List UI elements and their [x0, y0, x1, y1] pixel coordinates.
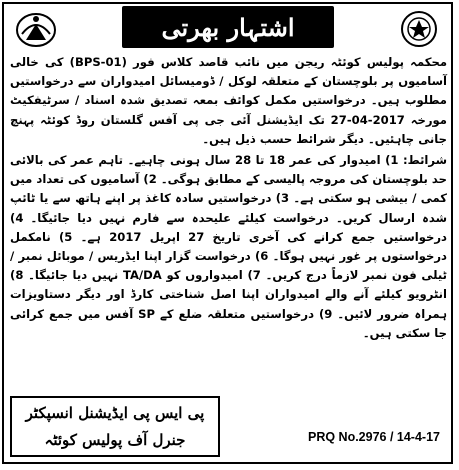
police-crest-icon [397, 10, 441, 48]
conditions-paragraph: شرائط: 1) امیدوار کی عمر 18 تا 28 سال ہونی چاہیے۔ تاہم عمر کی بالائی حد بلوچستان کی مروجہ پالیسی کے مطابق ہوگی۔ 2) آسامیوں کی تعداد میں کمی / بیشی ہو سکتی ہے۔ 3) درخواستیں سادہ کاغذ پر اپنے ہاتھ سے یا ٹائپ شدہ ارسال کریں۔ درخواست کیلئے علیحدہ سے فارم نہیں دیا جائیگا۔ 4) درخواستیں جمع کرانے کی آخری تاریخ 27 اپریل 2017 ہے۔ 5) نامکمل درخواستوں پر غور نہیں ہوگا۔ 6) درخواست گزار اپنا ایڈریس / موبائل نمبر / ٹیلی فون نمبر لازماً درج کریں۔ 7) امیدواروں کو TA/DA نہیں دیا جائیگا۔ 8) انٹرویو کیلئے آنے والے امیدواران اپنا اصل شناختی کارڈ اور دیگر دستاویزات ہمراہ ضرور لائیں۔ 9) درخواستیں متعلقہ ضلع کے SP آفس میں جمع کرائی جا سکتی ہیں۔ [10, 153, 448, 340]
advertisement-body [10, 53, 447, 343]
balochistan-emblem-icon [14, 10, 58, 48]
signatory-line-1: پی ایس پی ایڈیشنل انسپکٹر [25, 404, 205, 422]
page-title: اشتہار بھرتی [122, 6, 334, 48]
signatory-box [10, 396, 220, 457]
advertisement-header [4, 4, 451, 50]
prq-number: PRQ No.2976 / 14-4-17 [307, 430, 440, 444]
signatory-line-2: جنرل آف پولیس کوئٹہ [44, 431, 186, 449]
intro-paragraph: محکمہ پولیس کوئٹہ ریجن میں نائب قاصد کلاس فور (BPS-01) کی خالی آسامیوں پر بلوچستان کے متعلقہ لوکل / ڈومیسائل امیدواران سے درخواستیں مطلوب ہیں۔ درخواستیں مکمل کوائف بمعہ تصدیق شدہ اسناد / سرٹیفکیٹ مورخہ 2017-04-27 تک ایڈیشنل آئی جی پی آفس گلستان روڈ کوئٹہ پہنچ جانی چاہئیں۔ دیگر شرائط حسب ذیل ہیں۔ [10, 55, 448, 146]
